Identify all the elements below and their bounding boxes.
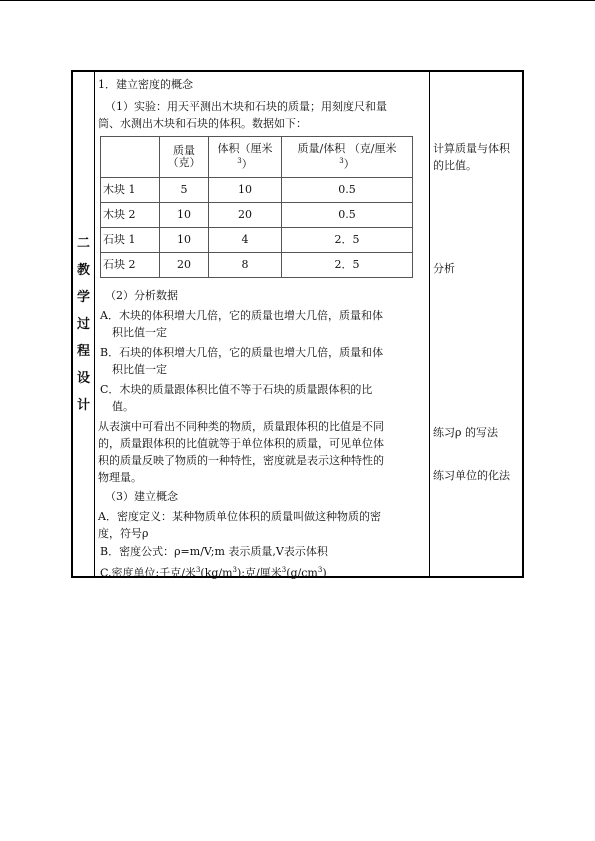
analysis-title: （2）分析数据 [105,289,178,302]
header-cell [101,137,160,178]
table-cell: 10 [160,203,209,228]
side-char: 设 [76,370,90,386]
analysis-item: C．木块的质量跟体积比值不等于石块的质量跟体积的比 [100,383,373,396]
conclusion-paragraph: 从表演中可看出不同种类的物质，质量跟体积的比值是不同 [98,420,384,433]
header-cell: 体积（厘米 $^3$） [209,137,282,178]
analysis-item: 积比值一定 [112,363,167,376]
table-cell: 石块 2 [101,253,160,278]
table-cell: 10 [209,178,282,203]
table-cell: 石块 1 [101,228,160,253]
note: 的比值。 [433,159,477,172]
side-char: 程 [76,343,90,359]
side-char: 计 [76,397,90,413]
column-divider [429,72,430,576]
table-cell: 20 [209,203,282,228]
concept-item: A．密度定义：某种物质单位体积的质量叫做这种物质的密 [98,510,381,523]
table-cell: 0.5 [282,178,413,203]
table-header-row [101,137,413,178]
table-cell: 5 [160,178,209,203]
table-row [101,228,413,253]
side-label-teaching-process [73,72,94,576]
concept-title: （3）建立概念 [105,490,178,503]
table-cell: 8 [209,253,282,278]
table-cell: 2．5 [282,228,413,253]
header-cell: 质量/体积 （克/厘米 $^3$） [282,137,413,178]
experiment-text: （1）实验：用天平测出木块和石块的质量；用刻度尺和量 [105,100,387,113]
table-row [101,253,413,278]
table-cell: 0.5 [282,203,413,228]
analysis-item: B．石块的体积增大几倍，它的质量也增大几倍，质量和体 [100,346,384,359]
table-cell: 20 [160,253,209,278]
page-top-rule [0,0,595,1]
side-char: 学 [76,289,90,305]
concept-item: B．密度公式：ρ=m/V;m 表示质量,V表示体积 [100,545,328,558]
side-char: 过 [76,316,90,332]
table-cell: 2．5 [282,253,413,278]
note: 计算质量与体积 [433,142,510,155]
analysis-item: 值。 [112,400,134,413]
conclusion-paragraph: 的，质量跟体积的比值就等于单位体积的质量，可见单位体 [98,437,384,450]
concept-item: C.密度单位:千克/米$^3(kg/m^3)$;克/厘米$^3(g/cm^3)$ [100,566,327,580]
main-content [95,72,428,580]
table-row [101,203,413,228]
table-row [101,178,413,203]
note: 分析 [433,262,455,275]
analysis-item: A．木块的体积增大几倍，它的质量也增大几倍，质量和体 [100,309,383,322]
concept-item: 度，符号ρ [98,527,149,540]
table-cell: 木块 1 [101,178,160,203]
data-table [100,136,413,278]
note: 练习ρ 的写法 [433,426,498,439]
experiment-text: 筒、水测出木块和石块的体积。数据如下： [98,117,307,130]
lesson-table [71,70,524,578]
table-cell: 木块 2 [101,203,160,228]
side-char: 教 [76,262,90,278]
analysis-item: 积比值一定 [112,326,167,339]
section-title: 1．建立密度的概念 [98,78,193,91]
side-char: 二 [76,235,90,251]
conclusion-paragraph: 物理量。 [98,471,142,484]
notes-column [431,72,523,576]
table-cell: 4 [209,228,282,253]
table-cell: 10 [160,228,209,253]
note: 练习单位的化法 [433,469,510,482]
header-cell: 质量 （克） [160,137,209,178]
conclusion-paragraph: 积的质量反映了物质的一种特性，密度就是表示这种特性的 [98,454,384,467]
